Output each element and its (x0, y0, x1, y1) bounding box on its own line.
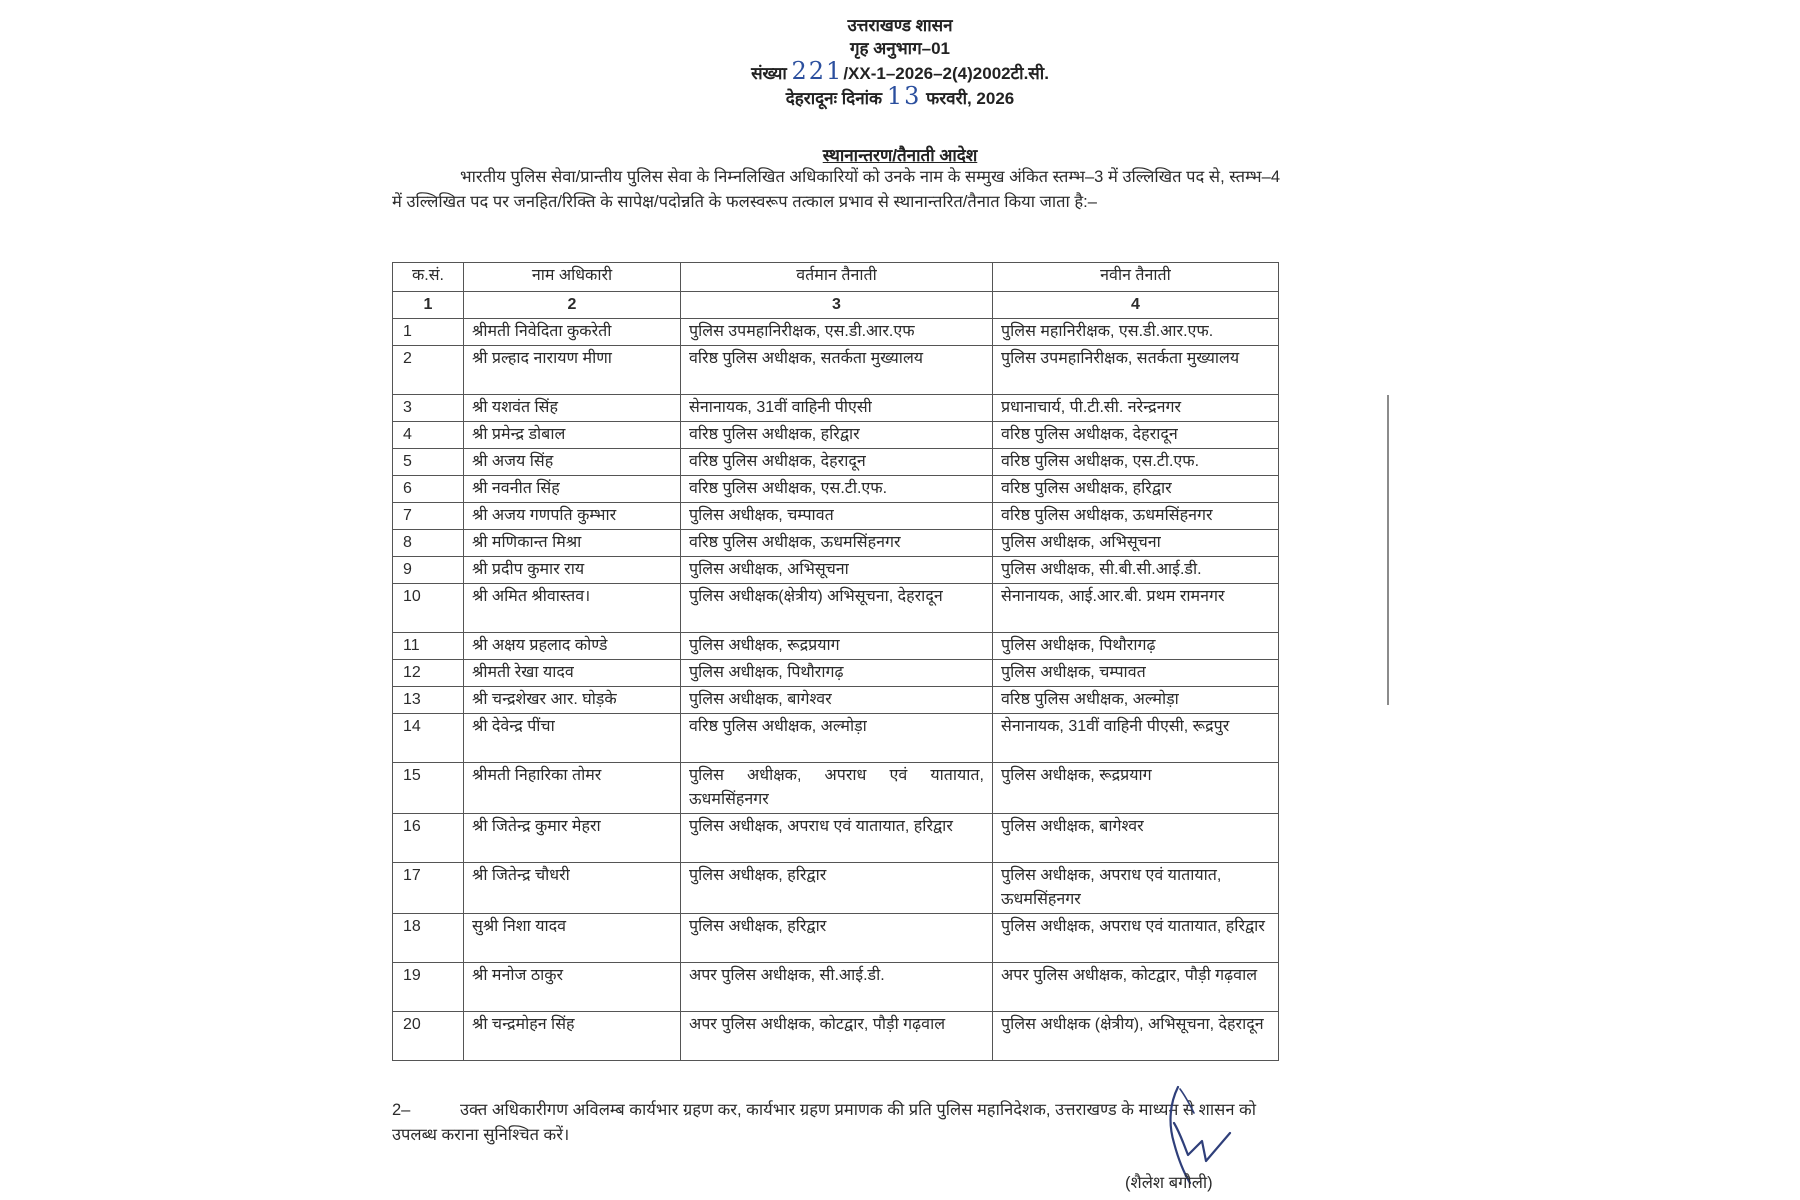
column-number: 2 (464, 292, 681, 319)
table-row (393, 503, 1279, 530)
officer-name: श्री चन्द्रशेखर आर. घोड़के (464, 687, 681, 714)
new-posting: पुलिस अधीक्षक, सी.बी.सी.आई.डी. (993, 557, 1279, 584)
header-new-posting: नवीन तैनाती (993, 263, 1279, 292)
signatory-name: (शैलेश बगौली) (1125, 1174, 1213, 1192)
row-sno: 16 (393, 814, 464, 863)
current-posting: पुलिस अधीक्षक, बागेश्वर (681, 687, 993, 714)
row-sno: 4 (393, 422, 464, 449)
date-suffix: फरवरी, 2026 (926, 89, 1015, 108)
table-row (393, 660, 1279, 687)
document-header (0, 14, 1800, 110)
row-sno: 13 (393, 687, 464, 714)
new-posting: पुलिस अधीक्षक, रूद्रप्रयाग (993, 763, 1279, 814)
government-name: उत्तराखण्ड शासन (847, 16, 953, 35)
place-date-label: देहरादूनः दिनांक (785, 89, 883, 108)
officer-name: श्री मणिकान्त मिश्रा (464, 530, 681, 557)
table-row (393, 476, 1279, 503)
row-sno: 10 (393, 584, 464, 633)
row-sno: 2 (393, 346, 464, 395)
new-posting: पुलिस महानिरीक्षक, एस.डी.आर.एफ. (993, 319, 1279, 346)
row-sno: 1 (393, 319, 464, 346)
new-posting: पुलिस अधीक्षक, पिथौरागढ़ (993, 633, 1279, 660)
officer-name: श्री नवनीत सिंह (464, 476, 681, 503)
officer-name: श्री प्रल्हाद नारायण मीणा (464, 346, 681, 395)
table-row (393, 346, 1279, 395)
new-posting: वरिष्ठ पुलिस अधीक्षक, ऊधमसिंहनगर (993, 503, 1279, 530)
officer-name: श्री अजय सिंह (464, 449, 681, 476)
column-number: 4 (993, 292, 1279, 319)
new-posting: अपर पुलिस अधीक्षक, कोटद्वार, पौड़ी गढ़वाल (993, 963, 1279, 1012)
table-row (393, 584, 1279, 633)
row-sno: 8 (393, 530, 464, 557)
row-sno: 15 (393, 763, 464, 814)
current-posting: अपर पुलिस अधीक्षक, कोटद्वार, पौड़ी गढ़वाल (681, 1012, 993, 1061)
header-name: नाम अधिकारी (464, 263, 681, 292)
handwritten-date: 13 (886, 82, 922, 110)
officer-name: श्री प्रमेन्द्र डोबाल (464, 422, 681, 449)
row-sno: 17 (393, 863, 464, 914)
instruction-text: उक्त अधिकारीगण अविलम्ब कार्यभार ग्रहण कर, कार्यभार ग्रहण प्रमाणक की प्रति पुलिस महानिदेशक, उत्तराखण्ड के माध्यम से शासन को उपलब्ध कराना सुनिश्चित करें। (392, 1101, 1257, 1144)
table-row (393, 714, 1279, 763)
row-sno: 6 (393, 476, 464, 503)
current-posting: वरिष्ठ पुलिस अधीक्षक, ऊधमसिंहनगर (681, 530, 993, 557)
table-row (393, 914, 1279, 963)
place-date (0, 82, 1800, 110)
new-posting: पुलिस अधीक्षक, बागेश्वर (993, 814, 1279, 863)
row-sno: 7 (393, 503, 464, 530)
table-row (393, 557, 1279, 584)
officer-name: श्री मनोज ठाकुर (464, 963, 681, 1012)
current-posting: पुलिस अधीक्षक, पिथौरागढ़ (681, 660, 993, 687)
table-row (393, 422, 1279, 449)
header-sno: क.सं. (393, 263, 464, 292)
row-sno: 19 (393, 963, 464, 1012)
new-posting: पुलिस अधीक्षक, अभिसूचना (993, 530, 1279, 557)
table-row (393, 633, 1279, 660)
column-number: 1 (393, 292, 464, 319)
table-header-row (393, 263, 1279, 292)
number-label: संख्या (751, 64, 787, 83)
table-row (393, 763, 1279, 814)
current-posting: सेनानायक, 31वीं वाहिनी पीएसी (681, 395, 993, 422)
officer-name: श्री अमित श्रीवास्तव। (464, 584, 681, 633)
row-sno: 18 (393, 914, 464, 963)
transfer-table (392, 262, 1279, 1061)
table-body (393, 319, 1279, 1061)
officer-name: श्रीमती रेखा यादव (464, 660, 681, 687)
officer-name: श्रीमती निवेदिता कुकरेती (464, 319, 681, 346)
current-posting: वरिष्ठ पुलिस अधीक्षक, सतर्कता मुख्यालय (681, 346, 993, 395)
new-posting: पुलिस अधीक्षक, अपराध एवं यातायात, ऊधमसिंहनगर (993, 863, 1279, 914)
row-sno: 9 (393, 557, 464, 584)
current-posting: पुलिस अधीक्षक, हरिद्वार (681, 914, 993, 963)
column-number-row (393, 292, 1279, 319)
table-row (393, 963, 1279, 1012)
current-posting: पुलिस अधीक्षक, अपराध एवं यातायात, हरिद्वार (681, 814, 993, 863)
page-edge-line (1387, 395, 1389, 705)
current-posting: वरिष्ठ पुलिस अधीक्षक, अल्मोड़ा (681, 714, 993, 763)
current-posting: पुलिस उपमहानिरीक्षक, एस.डी.आर.एफ (681, 319, 993, 346)
officer-name: श्री जितेन्द्र कुमार मेहरा (464, 814, 681, 863)
header-current-posting: वर्तमान तैनाती (681, 263, 993, 292)
row-sno: 20 (393, 1012, 464, 1061)
table-row (393, 395, 1279, 422)
table-row (393, 319, 1279, 346)
officer-name: श्री अजय गणपति कुम्भार (464, 503, 681, 530)
table-row (393, 687, 1279, 714)
new-posting: पुलिस अधीक्षक, चम्पावत (993, 660, 1279, 687)
table-row (393, 449, 1279, 476)
new-posting: पुलिस अधीक्षक, अपराध एवं यातायात, हरिद्वार (993, 914, 1279, 963)
row-sno: 5 (393, 449, 464, 476)
new-posting: सेनानायक, आई.आर.बी. प्रथम रामनगर (993, 584, 1279, 633)
row-sno: 11 (393, 633, 464, 660)
current-posting: अपर पुलिस अधीक्षक, सी.आई.डी. (681, 963, 993, 1012)
row-sno: 12 (393, 660, 464, 687)
current-posting: पुलिस अधीक्षक, चम्पावत (681, 503, 993, 530)
officer-name: श्री प्रदीप कुमार राय (464, 557, 681, 584)
intro-paragraph (392, 165, 1280, 215)
current-posting: वरिष्ठ पुलिस अधीक्षक, एस.टी.एफ. (681, 476, 993, 503)
current-posting: वरिष्ठ पुलिस अधीक्षक, देहरादून (681, 449, 993, 476)
officer-name: श्री चन्द्रमोहन सिंह (464, 1012, 681, 1061)
new-posting: सेनानायक, 31वीं वाहिनी पीएसी, रूद्रपुर (993, 714, 1279, 763)
officer-name: श्री यशवंत सिंह (464, 395, 681, 422)
table-row (393, 530, 1279, 557)
current-posting: पुलिस अधीक्षक, रूद्रप्रयाग (681, 633, 993, 660)
department-name: गृह अनुभाग–01 (849, 39, 951, 58)
new-posting: पुलिस उपमहानिरीक्षक, सतर्कता मुख्यालय (993, 346, 1279, 395)
column-number: 3 (681, 292, 993, 319)
current-posting: पुलिस अधीक्षक(क्षेत्रीय) अभिसूचना, देहरादून (681, 584, 993, 633)
order-title-text: स्थानान्तरण/तैनाती आदेश (822, 146, 978, 165)
handwritten-number: 221 (791, 57, 844, 85)
officer-name: सुश्री निशा यादव (464, 914, 681, 963)
officer-name: श्रीमती निहारिका तोमर (464, 763, 681, 814)
new-posting: प्रधानाचार्य, पी.टी.सी. नरेन्द्रनगर (993, 395, 1279, 422)
number-suffix: /XX-1–2026–2(4)2002टी.सी. (843, 64, 1049, 83)
officer-name: श्री अक्षय प्रहलाद कोण्डे (464, 633, 681, 660)
new-posting: वरिष्ठ पुलिस अधीक्षक, एस.टी.एफ. (993, 449, 1279, 476)
table-row (393, 863, 1279, 914)
officer-name: श्री जितेन्द्र चौधरी (464, 863, 681, 914)
officer-name: श्री देवेन्द्र पींचा (464, 714, 681, 763)
new-posting: वरिष्ठ पुलिस अधीक्षक, अल्मोड़ा (993, 687, 1279, 714)
new-posting: वरिष्ठ पुलिस अधीक्षक, देहरादून (993, 422, 1279, 449)
current-posting: पुलिस अधीक्षक, अपराध एवं यातायात, ऊधमसिंहनगर (681, 763, 993, 814)
row-sno: 14 (393, 714, 464, 763)
current-posting: पुलिस अधीक्षक, अभिसूचना (681, 557, 993, 584)
new-posting: पुलिस अधीक्षक (क्षेत्रीय), अभिसूचना, देहरादून (993, 1012, 1279, 1061)
paragraph-number: 2– (392, 1101, 411, 1119)
new-posting: वरिष्ठ पुलिस अधीक्षक, हरिद्वार (993, 476, 1279, 503)
table-row (393, 1012, 1279, 1061)
current-posting: पुलिस अधीक्षक, हरिद्वार (681, 863, 993, 914)
table-row (393, 814, 1279, 863)
current-posting: वरिष्ठ पुलिस अधीक्षक, हरिद्वार (681, 422, 993, 449)
order-title (0, 143, 1800, 166)
row-sno: 3 (393, 395, 464, 422)
intro-text: भारतीय पुलिस सेवा/प्रान्तीय पुलिस सेवा के निम्नलिखित अधिकारियों को उनके नाम के सम्मुख अंकित स्तम्भ–3 में उल्लिखित पद से, स्तम्भ–4 में उल्लिखित पद पर जनहित/रिक्ति के सापेक्ष/पदोन्नति के फलस्वरूप तत्काल प्रभाव से स्थानान्तरित/तैनात किया जाता है:– (392, 168, 1280, 211)
